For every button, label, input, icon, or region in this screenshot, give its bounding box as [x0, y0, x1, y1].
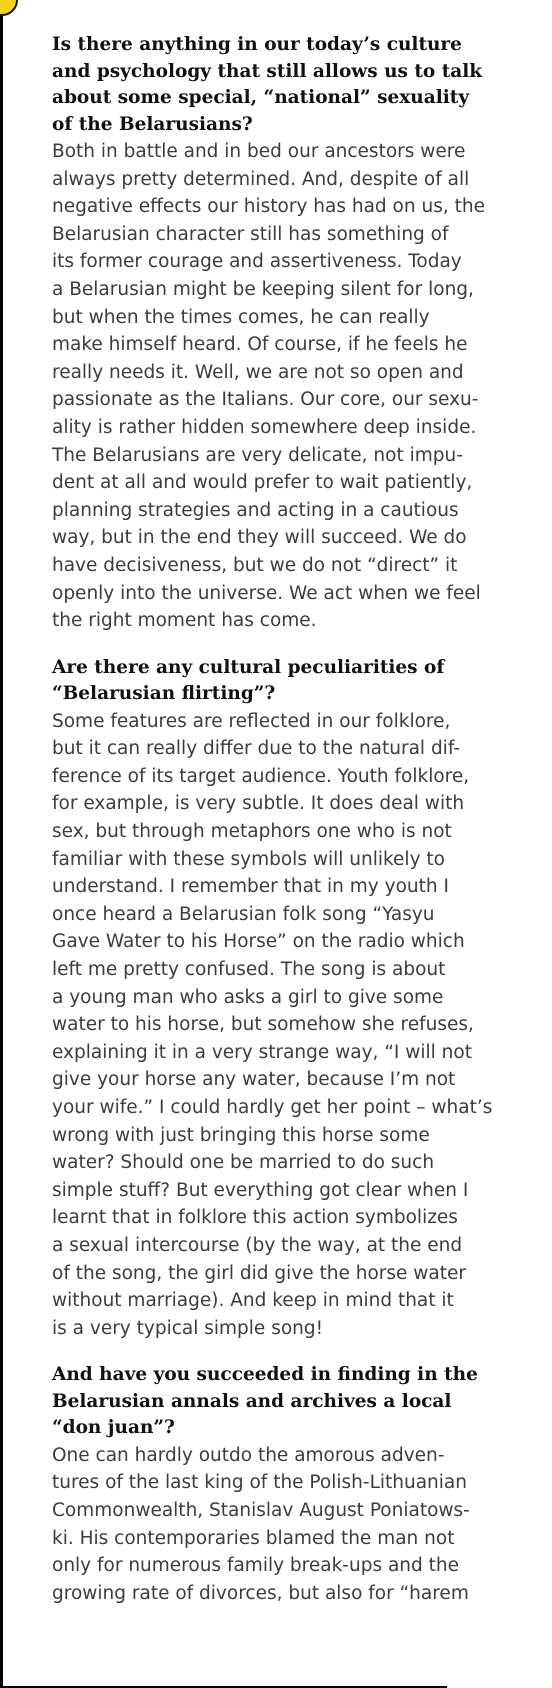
- answer-line: give your horse any water, because I’m not: [52, 1069, 456, 1091]
- answer-line: is a very typical simple song!: [52, 1317, 324, 1339]
- question-line: Are there any cultural peculiarities of: [52, 656, 445, 678]
- qa-section-national-sexuality: [52, 32, 552, 635]
- answer-line: of the song, the girl did give the horse water: [52, 1262, 466, 1284]
- question-line: “Belarusian flirting”?: [52, 683, 276, 705]
- answer-line: water? Should one be married to do such: [52, 1152, 435, 1174]
- question-line: of the Belarusians?: [52, 113, 253, 135]
- answer-line: without marriage). And keep in mind that it: [52, 1290, 454, 1312]
- answer-line: openly into the universe. We act when we feel: [52, 582, 481, 604]
- question-line: “don juan”?: [52, 1417, 175, 1439]
- question-line: Belarusian annals and archives a local: [52, 1390, 452, 1412]
- answer-line: The Belarusians are very delicate, not impu-: [52, 444, 463, 466]
- answer-paragraph: [52, 138, 552, 635]
- question-heading: [52, 32, 552, 138]
- answer-line: the right moment has come.: [52, 610, 317, 632]
- answer-line: but when the times comes, he can really: [52, 306, 430, 328]
- answer-line: your wife.” I could hardly get her point – what’s: [52, 1097, 493, 1118]
- article-body: [52, 32, 552, 1625]
- answer-line: tures of the last king of the Polish-Lithuanian: [52, 1472, 467, 1494]
- answer-line: a Belarusian might be keeping silent for long,: [52, 278, 474, 300]
- answer-line: water to his horse, but somehow she refuses,: [52, 1014, 474, 1036]
- answer-paragraph: [52, 708, 552, 1343]
- question-line: and psychology that still allows us to talk: [52, 60, 483, 82]
- answer-line: Both in battle and in bed our ancestors were: [52, 141, 466, 162]
- question-line: about some special, “national” sexuality: [52, 87, 470, 108]
- answer-line: Belarusian character still has something of: [52, 223, 449, 245]
- answer-line: left me pretty confused. The song is about: [52, 959, 446, 981]
- answer-line: negative effects our history has had on us, the: [52, 196, 485, 218]
- answer-line: simple stuff? But everything got clear when I: [52, 1179, 469, 1201]
- answer-line: growing rate of divorces, but also for “harem: [52, 1582, 469, 1604]
- answer-line: have decisiveness, but we do not “direct” it: [52, 554, 458, 576]
- question-heading: [52, 1362, 552, 1442]
- answer-line: explaining it in a very strange way, “I will not: [52, 1041, 472, 1063]
- answer-line: ki. His contemporaries blamed the man not: [52, 1527, 455, 1549]
- answer-line: ference of its target audience. Youth folklore,: [52, 765, 470, 787]
- answer-line: a sexual intercourse (by the way, at the end: [52, 1234, 463, 1256]
- answer-line: One can hardly outdo the amorous adven-: [52, 1444, 445, 1466]
- answer-line: only for numerous family break-ups and the: [52, 1555, 460, 1577]
- question-heading: [52, 655, 552, 708]
- answer-line: Some features are reflected in our folklore,: [52, 710, 451, 732]
- answer-line: Gave Water to his Horse” on the radio which: [52, 931, 465, 953]
- answer-line: its former courage and assertiveness. Today: [52, 251, 462, 273]
- answer-line: sex, but through metaphors one who is not: [52, 821, 452, 843]
- answer-line: make himself heard. Of course, if he feels he: [52, 334, 468, 356]
- answer-line: Commonwealth, Stanislav August Poniatows-: [52, 1500, 470, 1522]
- question-line: Is there anything in our today’s culture: [52, 34, 462, 55]
- answer-line: a young man who asks a girl to give some: [52, 986, 444, 1008]
- answer-paragraph: [52, 1442, 552, 1608]
- answer-line: wrong with just bringing this horse some: [52, 1124, 430, 1146]
- page-corner-badge: [0, 0, 18, 16]
- answer-line: but it can really differ due to the natural dif-: [52, 738, 461, 760]
- answer-line: for example, is very subtle. It does deal with: [52, 793, 465, 815]
- answer-line: familiar with these symbols will unlikely to: [52, 848, 445, 870]
- question-line: And have you succeeded in finding in the: [52, 1364, 478, 1386]
- answer-line: dent at all and would prefer to wait patiently,: [52, 472, 473, 494]
- answer-line: once heard a Belarusian folk song “Yasyu: [52, 903, 435, 925]
- answer-line: passionate as the Italians. Our core, our sexu-: [52, 389, 479, 411]
- answer-line: always pretty determined. And, despite of all: [52, 168, 470, 190]
- answer-line: learnt that in folklore this action symbolizes: [52, 1207, 458, 1229]
- qa-section-local-don-juan: [52, 1362, 552, 1607]
- answer-line: really needs it. Well, we are not so open and: [52, 361, 464, 383]
- answer-line: ality is rather hidden somewhere deep inside.: [52, 416, 477, 438]
- qa-section-belarusian-flirting: [52, 655, 552, 1343]
- page-frame-left-border: [0, 0, 3, 1688]
- answer-line: way, but in the end they will succeed. We do: [52, 527, 467, 549]
- answer-line: understand. I remember that in my youth I: [52, 876, 449, 898]
- answer-line: planning strategies and acting in a cautious: [52, 499, 459, 521]
